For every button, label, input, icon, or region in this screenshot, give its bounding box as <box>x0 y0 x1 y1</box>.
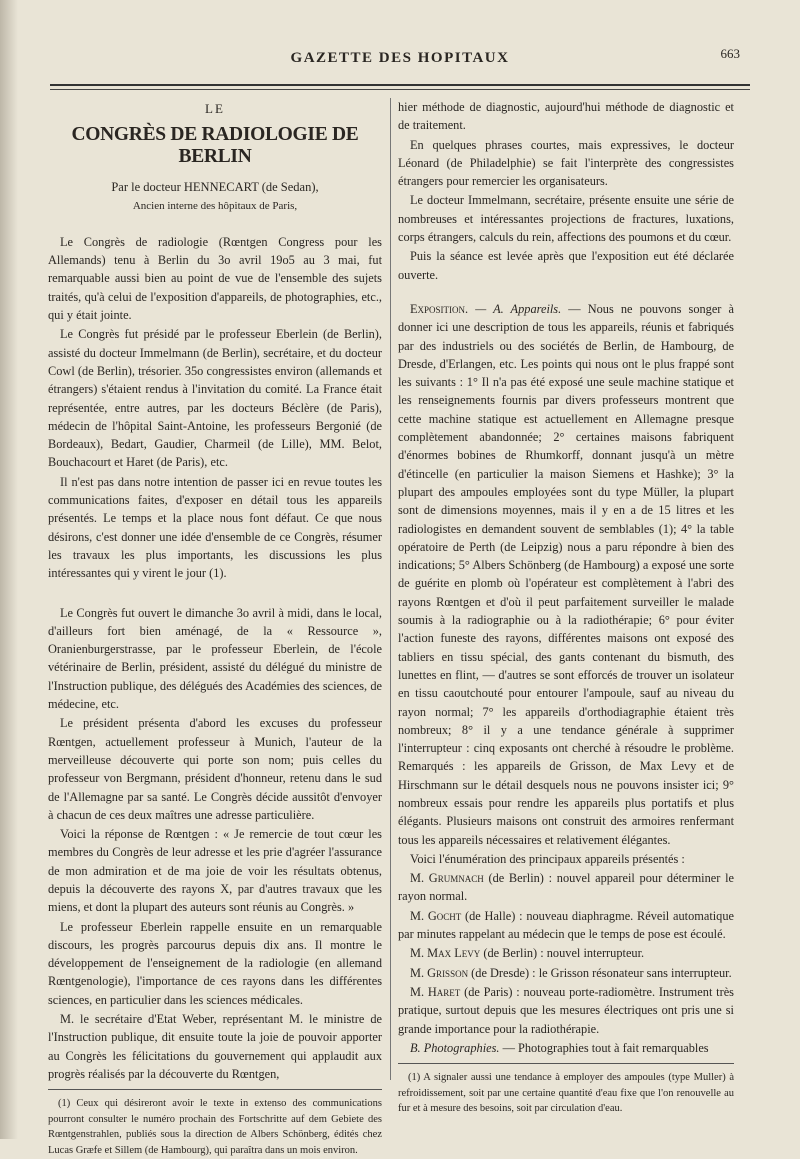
journal-title: GAZETTE DES HOPITAUX <box>290 50 510 66</box>
list-item <box>398 907 734 944</box>
exhibitor-desc: (de Halle) : nouveau diaphragme. Réveil automatique par minutes rappelant au médecin que le temps de pose est écoulé. <box>398 908 735 942</box>
paragraph: Le docteur Immelmann, secrétaire, présente ensuite une série de nombreuses et intéressantes projections de fractures, luxations, corps étrangers, calculs du rein, affections des poumons et du cœur. <box>398 193 734 245</box>
paragraph: Voici l'énumération des principaux appareils présentés : <box>410 851 685 866</box>
byline-affiliation: Ancien interne des hôpitaux de Paris, <box>132 199 298 212</box>
exhibitor-name: M. Grumnach <box>410 871 484 886</box>
paragraph: Puis la séance est levée après que l'exposition eut été déclarée ouverte. <box>398 249 734 282</box>
exhibitor-desc: (de Berlin) : nouvel appareil pour déterminer le rayon normal. <box>398 871 734 904</box>
paragraph: Il n'est pas dans notre intention de passer ici en revue toutes les communications faites, d'exposer en détail tous les appareils présentés. Le temps et la place nous font défaut. Ce que nous désirons, c'est donner une idée d'ensemble de ce Congrès, résumer les travaux les plus importants, les discussions les plus intéressantes qui y virent le jour (1). <box>48 474 382 581</box>
paragraph: Voici la réponse de Rœntgen : « Je remercie de tout cœur les membres du Congrès de leur adresse et les prie d'agréer l'assurance de mon admiration et de ma joie de voir les résultats obtenus, depuis la découverte des rayons X, par d'autres travaux que les miens, et dont la plupart des auteurs sont réunis au Congrès. » <box>48 827 382 915</box>
byline: Par le docteur HENNECART (de Sedan), <box>111 180 319 195</box>
exhibitor-name: M. Grisson <box>410 965 469 980</box>
right-column <box>398 98 734 1118</box>
exhibitor-name: M. Max Levy <box>410 946 481 961</box>
column-divider <box>390 98 391 1080</box>
footnote: (1) A signaler aussi une tendance à employer des ampoules (type Muller) à refroidissement, soit par une certaine quantité d'eau fixe que l'on renouvelle au fur et à mesure des besoins, soit par circulation d'eau. <box>398 1072 734 1115</box>
section-subhead: — A. Appareils. <box>475 301 562 316</box>
paragraph: Le Congrès de radiologie (Rœntgen Congress pour les Allemands) tenu à Berlin du 3o avril 19o5 au 3 mai, fut remarquable aussi bien au point de vue de l'ensemble des sujets traités, qu'à celui de l'exposition d'appareils, de photographies, etc., qui y était jointe. <box>48 234 382 323</box>
exhibitor-desc: (de Dresde) : le Grisson résonateur sans interrupteur. <box>471 965 732 980</box>
footnote-rule <box>398 1063 734 1064</box>
list-item <box>398 983 734 1038</box>
page-number: 663 <box>720 46 740 61</box>
left-column <box>48 98 382 1159</box>
paragraph <box>398 300 734 849</box>
paragraph: Le professeur Eberlein rappelle ensuite en un remarquable discours, les progrès parcourus depuis dix ans. Il montre le développement de l'enseignement de la radiologie (en allemand Rœntgenologie), l'importance de ces rayons dans les différentes sciences, en particulier dans les sciences médicales. <box>48 919 382 1007</box>
headline: CONGRÈS DE RADIOLOGIE DE BERLIN <box>71 124 359 168</box>
paragraph: Le Congrès fut ouvert le dimanche 3o avril à midi, dans le local, d'ailleurs fort bien aménagé, de la « Ressource », Oranienburgerstrasse, par le professeur Eberlein, de l'école vétérinaire de Berlin, président, assisté du délégué du ministre de l'Instruction publique, des délégués des Académies des sciences, de médecine, etc. <box>48 605 382 712</box>
paragraph: Le président présenta d'abord les excuses du professeur Rœntgen, actuellement professeur à Munich, l'auteur de la merveilleuse découverte qui porte son nom; puis celles du professeur von Bergmann, président d'honneur, retenu dans le sud de l'Allemagne par sa santé. Le Congrès décide aussitôt d'envoyer à chacun de ces deux maîtres une adresse particulière. <box>48 716 382 822</box>
paragraph-text: — Photographies tout à fait remarquables <box>502 1040 709 1055</box>
page-edge-shadow <box>0 0 18 1139</box>
paragraph: hier méthode de diagnostic, aujourd'hui méthode de diagnostic et de traitement. <box>398 100 734 133</box>
header-rule <box>50 84 750 86</box>
paragraph-text: — Nous ne pouvons songer à donner ici une description de tous les appareils, réunis et fabriqués par des industriels ou des sociétés de Berlin, de Hambourg, de Dresde, d'Erlangen, etc. Les points qui nous ont le plus frappé sont les suivants : 1° Il n'a pas été exposé une seule machine statique et les renseignements fournis par divers professeurs montrent que cette machine statique est actuellement en Allemagne presque complètement abandonnée; 2° certaines maisons fabriquent d'énormes bobines de Rhumkorff, donnant jusqu'à un mètre d'étincelle (en particulier la maison Siemens et Hashke); 3° la plupart des ampoules employées sont du type Müller, la plupart sont de dimensions moyennes, mais il y en a de 15 litres et les radiologistes en demandent souvent de semblables (1); 4° la table opératoire de Perth (de Leipzig) nous a paru répondre à bien des indications; 5° Albers Schönberg (de Hambourg) a exposé une sorte de guérite en plomb où l'opérateur est complètement à l'abri des rayons Rœntgen et d'où il peut parfaitement surveiller le malade soumis à la radiographie ou à la radiothérapie; 6° pour éviter l'action funeste des rayons, différentes maisons ont exposé des tabliers en tissu spécial, des gants contenant du bismuth, des lunettes en flint, — d'autres se sont efforcés de trouver un isolateur en tissu caoutchouté pour entourer l'ampoule, sauf au niveau du rayon normal; 7° les appareils d'orthodiagraphie étaient très nombreux; 8° il y a une tendance générale à supprimer l'interrupteur : cinq exposants ont cherché à résoudre le problème. Remarqués : les appareils de Grisson, de Max Levy et de Hirschmann sur le détail desquels nous ne pouvons insister ici; 9° nombreux essais pour rendre les appareils plus portatifs et plus élégants. Plusieurs maisons ont construit des armoires renfermant tous les appareils nécessaires et relativement élégantes. <box>398 301 734 847</box>
exhibitor-name: M. Gocht <box>410 908 462 923</box>
paragraph <box>398 1039 734 1057</box>
footnote-rule <box>48 1089 382 1090</box>
paragraph: En quelques phrases courtes, mais expressives, le docteur Léonard (de Philadelphie) se fait l'interprète des congressistes étrangers pour remercier les organisateurs. <box>398 137 734 189</box>
section-head: Exposition. <box>410 301 469 316</box>
list-item <box>398 944 734 962</box>
list-item <box>398 869 734 906</box>
header-rule-thin <box>50 89 750 90</box>
exhibitor-name: M. Haret <box>410 984 461 999</box>
paragraph: M. le secrétaire d'Etat Weber, représentant M. le ministre de l'Instruction publique, dit ensuite toute la joie de pouvoir apporter au Congrès les félicitations du gouvernement qui applaudit aux progrès réalisés par la découverte du Rœntgen, <box>48 1012 382 1081</box>
exhibitor-desc: (de Berlin) : nouvel interrupteur. <box>483 946 645 961</box>
list-item <box>398 964 734 982</box>
exhibitor-desc: (de Paris) : nouveau porte-radiomètre. Instrument très pratique, surtout depuis que les mesures électriques ont pris une si grande importance pour la radiothérapie. <box>398 984 734 1036</box>
page-header <box>50 40 750 86</box>
headline-lede: LE <box>205 101 225 116</box>
paragraph: Le Congrès fut présidé par le professeur Eberlein (de Berlin), assisté du docteur Immelmann (de Berlin), secrétaire, et du docteur Cowl (de Berlin), trésorier. 35o congressistes environ (allemands et étrangers) s'étaient rendus à l'invitation du comité. La France était représentée, entre autres, par les docteurs Béclère (de Paris), médecin de l'hôpital Saint-Antoine, les professeurs Bergonié (de Bordeaux), Bedart, Gaudier, Charmeil (de Lille), MM. Belot, Bouchacourt et Haret (de Paris), etc. <box>48 327 382 470</box>
section-subhead: B. Photographies. <box>410 1040 500 1055</box>
footnote: (1) Ceux qui désireront avoir le texte in extenso des communications pourront consulter le numéro prochain des Fortschritte auf dem Gebiete des Rœntgenstrahlen, publiés sous la direction de Albers Schönberg, édités chez Lucas Græfe et Sillem (de Hambourg), qui paraîtra dans un mois environ. <box>48 1098 382 1156</box>
